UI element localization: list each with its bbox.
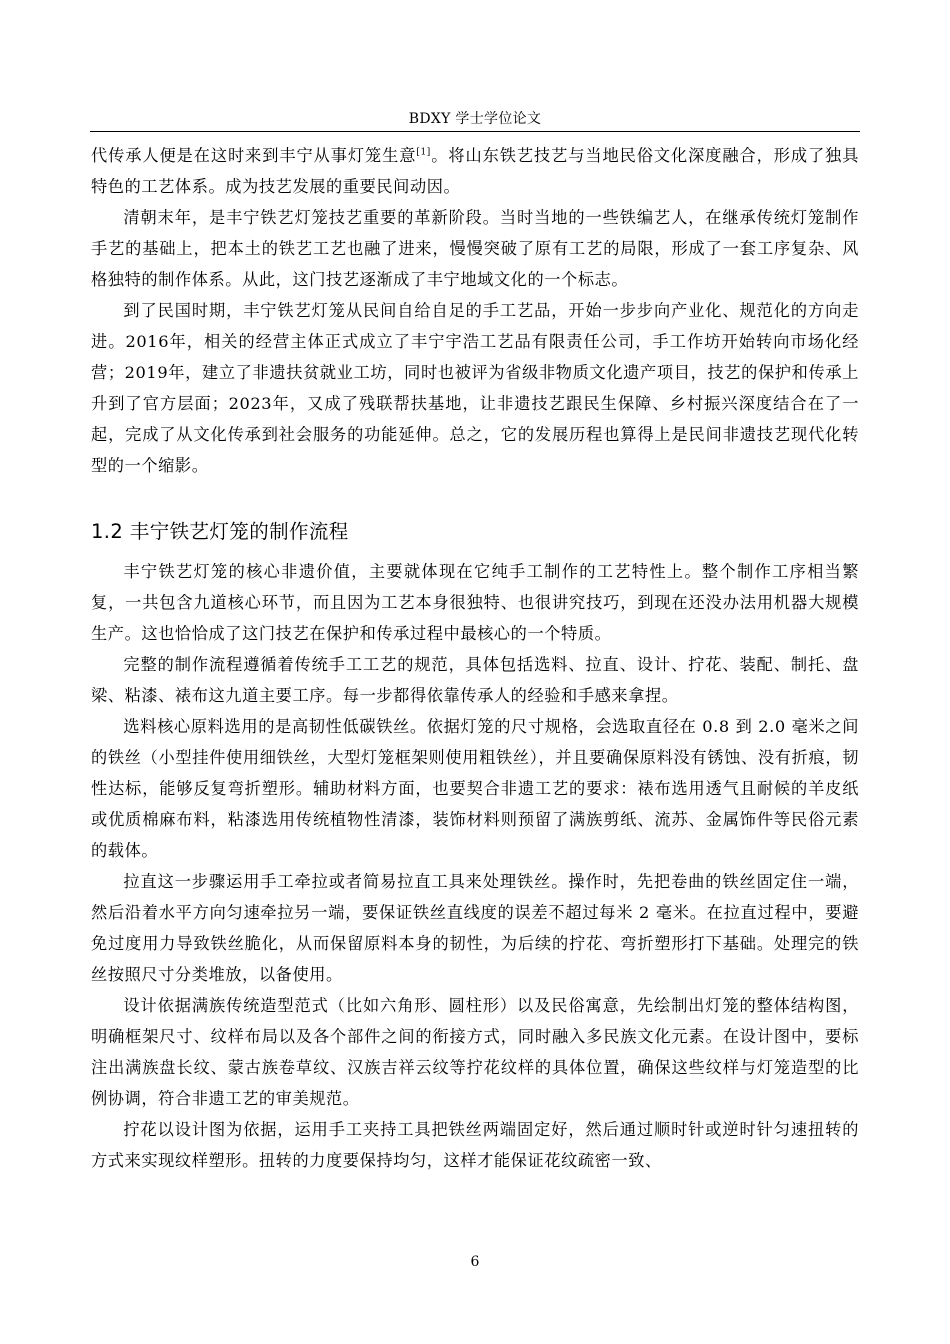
- paragraph: 设计依据满族传统造型范式（比如六角形、圆柱形）以及民俗寓意，先绘制出灯笼的整体结构图，明确框架尺寸、纹样布局以及各个部件之间的衔接方式，同时融入多民族文化元素。在设计图中，要标注出满族盘长纹、蒙古族卷草纹、汉族吉祥云纹等拧花纹样的具体位置，确保这些纹样与灯笼造型的比例协调，符合非遗工艺的审美规范。: [91, 996, 859, 1108]
- running-header: BDXY 学士学位论文: [408, 111, 542, 127]
- citation-reference[interactable]: [1]: [416, 147, 431, 158]
- paragraph: 清朝末年，是丰宁铁艺灯笼技艺重要的革新阶段。当时当地的一些铁编艺人，在继承传统灯笼制作手艺的基础上，把本土的铁艺工艺也融了进来，慢慢突破了原有工艺的局限，形成了一套工序复杂、风格独特的制作体系。从此，这门技艺逐渐成了丰宁地域文化的一个标志。: [91, 208, 859, 289]
- paragraph-text-tail: 。将山东铁艺技艺与当地民俗文化深度融合，形成了独具特色的工艺体系。成为技艺发展的重要民间动因。: [91, 146, 859, 196]
- section-heading-wrap: [91, 517, 859, 547]
- paragraph: 选料核心原料选用的是高韧性低碳铁丝。依据灯笼的尺寸规格，会选取直径在 0.8 到 2.0 毫米之间的铁丝（小型挂件使用细铁丝，大型灯笼框架则使用粗铁丝），并且要确保原料没有锈蚀、没有折痕，韧性达标，能够反复弯折塑形。辅助材料方面，也要契合非遗工艺的要求：裱布选用透气且耐候的羊皮纸或优质棉麻布料，粘漆选用传统植物性清漆，装饰材料则预留了满族剪纸、流苏、金属饰件等民俗元素的载体。: [91, 717, 859, 860]
- page-number: 6: [470, 1254, 480, 1270]
- paragraph: 拉直这一步骤运用手工牵拉或者简易拉直工具来处理铁丝。操作时，先把卷曲的铁丝固定住一端，然后沿着水平方向匀速牵拉另一端，要保证铁丝直线度的误差不超过每米 2 毫米。在拉直过程中，要避免过度用力导致铁丝脆化，从而保留原料本身的韧性，为后续的拧花、弯折塑形打下基础。处理完的铁丝按照尺寸分类堆放，以备使用。: [91, 872, 859, 984]
- paragraph-text: 代传承人便是在这时来到丰宁从事灯笼生意: [91, 146, 417, 165]
- paragraph: 到了民国时期，丰宁铁艺灯笼从民间自给自足的手工艺品，开始一步步向产业化、规范化的方向走进。2016年，相关的经营主体正式成立了丰宁宇浩工艺品有限责任公司，手工作坊开始转向市场化经营；2019年，建立了非遗扶贫就业工坊，同时也被评为省级非物质文化遗产项目，技艺的保护和传承上升到了官方层面；2023年，又成了残联帮扶基地，让非遗技艺跟民生保障、乡村振兴深度结合在了一起，完成了从文化传承到社会服务的功能延伸。总之，它的发展历程也算得上是民间非遗技艺现代化转型的一个缩影。: [91, 301, 859, 475]
- paragraph: 完整的制作流程遵循着传统手工工艺的规范，具体包括选料、拉直、设计、拧花、装配、制托、盘梁、粘漆、裱布这九道主要工序。每一步都得依靠传承人的经验和手感来拿捏。: [91, 655, 859, 705]
- paragraph: 丰宁铁艺灯笼的核心非遗价值，主要就体现在它纯手工制作的工艺特性上。整个制作工序相当繁复，一共包含九道核心环节，而且因为工艺本身很独特、也很讲究技巧，到现在还没办法用机器大规模生产。这也恰恰成了这门技艺在保护和传承过程中最核心的一个特质。: [91, 562, 859, 643]
- page-body: [91, 140, 859, 1176]
- header-divider: [90, 131, 860, 132]
- section-heading: 1.2 丰宁铁艺灯笼的制作流程: [91, 520, 349, 543]
- paragraph-continuation: [91, 140, 859, 202]
- paragraph: 拧花以设计图为依据，运用手工夹持工具把铁丝两端固定好，然后通过顺时针或逆时针匀速扭转的方式来实现纹样塑形。扭转的力度要保持均匀，这样才能保证花纹疏密一致、: [91, 1120, 859, 1170]
